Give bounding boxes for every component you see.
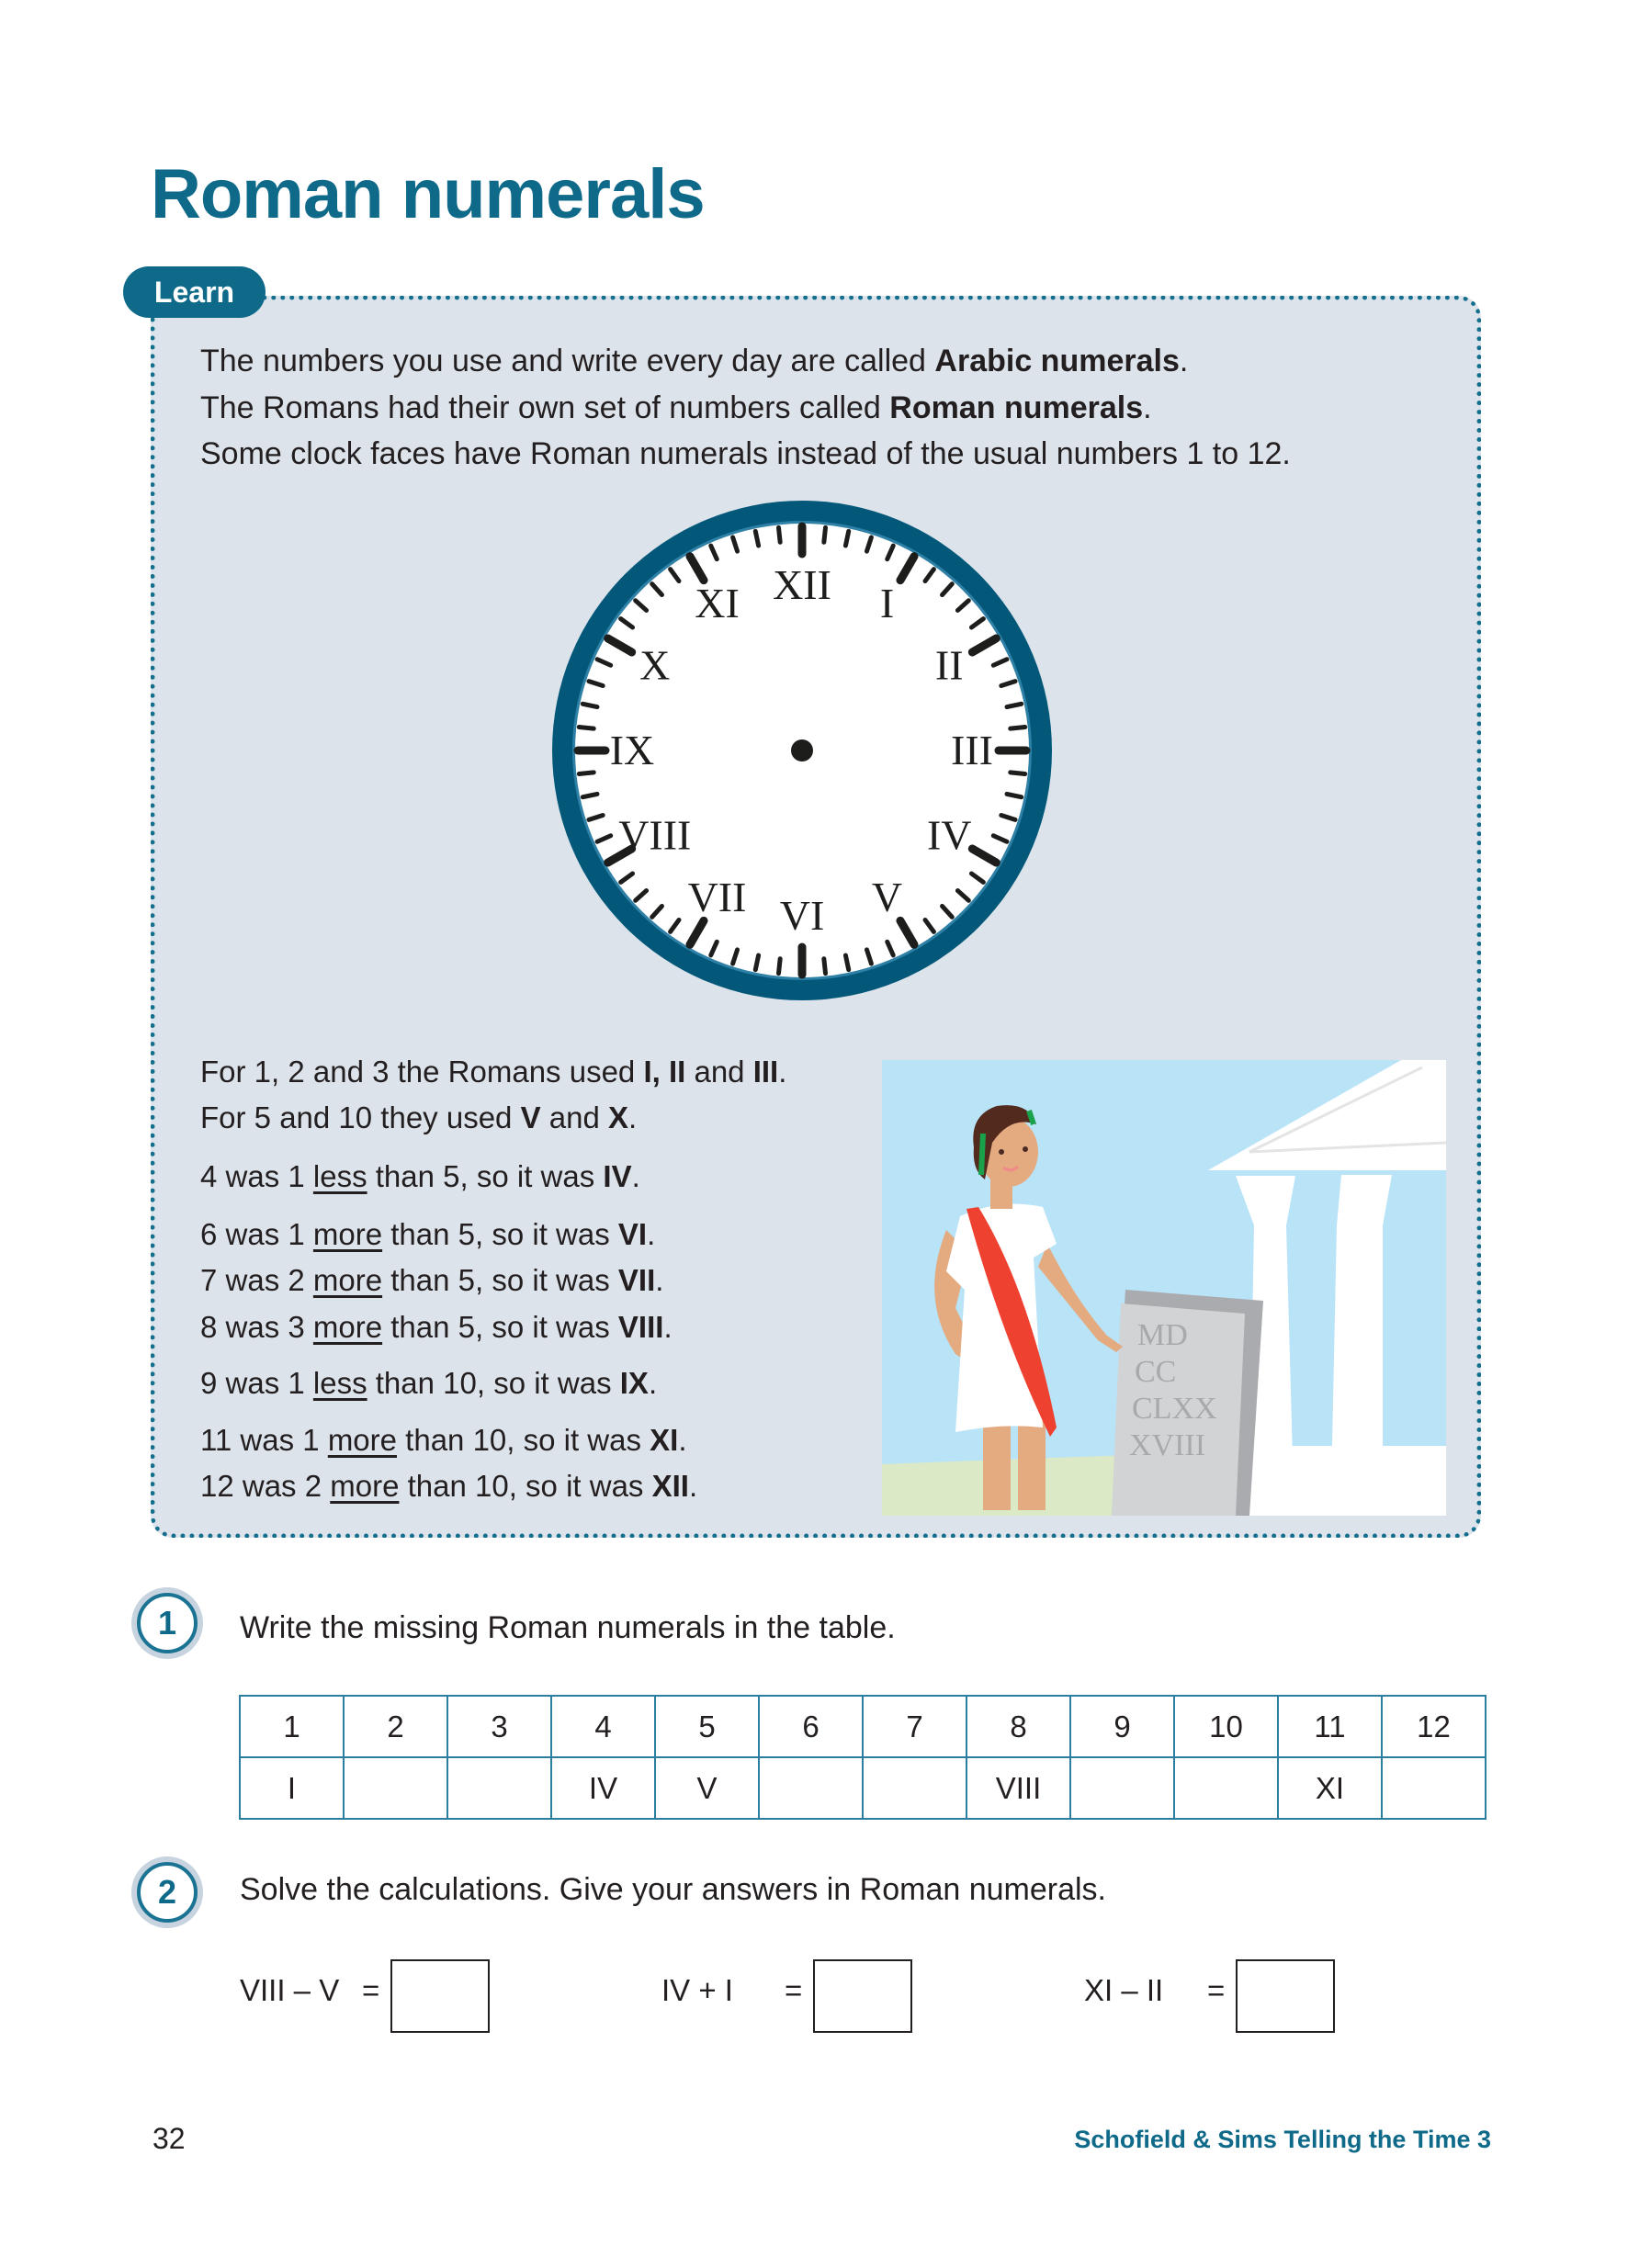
bold-term: VII — [617, 1263, 656, 1297]
underlined-word: more — [327, 1423, 397, 1457]
clock-numeral: IV — [926, 811, 972, 859]
clock-center-dot — [791, 739, 813, 762]
text-segment: 12 was 2 — [200, 1469, 331, 1503]
intro-line — [200, 385, 1152, 431]
text-segment: . — [655, 1263, 664, 1297]
roman-cell: XI — [1278, 1757, 1382, 1819]
text-segment: than 10, so it was — [367, 1366, 620, 1400]
tablet-inscription: XVIII — [1129, 1428, 1206, 1462]
text-segment: For 1, 2 and 3 the Romans used — [200, 1055, 644, 1089]
arabic-cell: 6 — [759, 1696, 863, 1757]
clock-numeral: IX — [609, 727, 655, 773]
minute-tick — [1007, 794, 1022, 796]
fact-line — [200, 1258, 663, 1303]
fact-line — [200, 1417, 687, 1463]
arabic-cell: 8 — [966, 1696, 1070, 1757]
text-segment: The Romans had their own set of numbers called — [200, 390, 890, 425]
roman-cell: V — [655, 1757, 759, 1819]
clock-numeral: XI — [695, 579, 740, 626]
minute-tick — [582, 704, 597, 706]
minute-tick — [1007, 704, 1022, 706]
minute-tick — [755, 531, 758, 546]
intro-line — [200, 338, 1188, 384]
text-segment: 11 was 1 — [200, 1423, 328, 1457]
text-segment: than 5, so it was — [367, 1159, 604, 1193]
bold-term: IV — [603, 1159, 632, 1193]
text-segment: than 10, so it was — [397, 1423, 650, 1457]
arabic-cell: 12 — [1382, 1696, 1486, 1757]
text-segment: and — [685, 1055, 753, 1089]
roman-cell: VIII — [966, 1757, 1070, 1819]
minute-tick — [579, 727, 593, 728]
roman-cell[interactable] — [863, 1757, 966, 1819]
bold-term: X — [607, 1100, 628, 1134]
text-segment: than 5, so it was — [382, 1263, 618, 1297]
bold-term: VI — [617, 1217, 648, 1251]
text-segment: 7 was 2 — [200, 1263, 313, 1297]
arabic-cell: 2 — [344, 1696, 447, 1757]
minute-tick — [824, 527, 826, 542]
minute-tick — [845, 531, 848, 546]
numerals-table — [239, 1695, 1486, 1820]
minute-tick — [755, 955, 758, 970]
bold-term: XI — [650, 1423, 679, 1457]
table-row-roman — [240, 1757, 1486, 1819]
clock-numeral: X — [639, 641, 671, 689]
page-number: 32 — [153, 2122, 186, 2155]
text-segment: and — [540, 1100, 608, 1134]
underlined-word: more — [312, 1263, 383, 1297]
clock-numeral: VI — [779, 892, 825, 939]
question-1-number: 1 — [137, 1593, 198, 1653]
minute-tick — [582, 794, 597, 796]
page-title: Roman numerals — [151, 155, 705, 233]
text-segment: Some clock faces have Roman numerals instead of the usual numbers 1 to 12. — [200, 436, 1291, 471]
clock-numeral: VII — [687, 874, 747, 921]
minute-tick — [778, 527, 780, 542]
arabic-cell: 7 — [863, 1696, 966, 1757]
bold-term: III — [752, 1055, 779, 1089]
clock-numeral: VIII — [618, 811, 692, 859]
text-segment: . — [678, 1423, 687, 1457]
text-segment: than 5, so it was — [382, 1217, 618, 1251]
clock-numeral: III — [951, 727, 993, 773]
underlined-word: more — [330, 1469, 400, 1503]
tablet-inscription: MD — [1137, 1318, 1188, 1352]
text-segment: The numbers you use and write every day are called — [200, 344, 935, 378]
arabic-cell: 11 — [1278, 1696, 1382, 1757]
calc-2-equals: = — [785, 1973, 803, 2007]
roman-illustration — [882, 1060, 1446, 1516]
fact-line — [200, 1212, 655, 1258]
text-segment: 9 was 1 — [200, 1366, 313, 1400]
arabic-cell: 5 — [655, 1696, 759, 1757]
intro-line — [200, 431, 1291, 477]
calc-1-answer-box[interactable] — [390, 1959, 490, 2033]
question-2-text: Solve the calculations. Give your answers in Roman numerals. — [240, 1872, 1106, 1907]
learn-badge: Learn — [123, 266, 266, 318]
underlined-word: more — [312, 1310, 383, 1344]
clock-numeral: II — [934, 641, 964, 689]
calc-3-equals: = — [1207, 1973, 1226, 2007]
roman-cell: IV — [551, 1757, 655, 1819]
question-1-text: Write the missing Roman numerals in the table. — [240, 1610, 896, 1645]
fact-line — [200, 1463, 697, 1509]
underlined-word: less — [312, 1159, 367, 1193]
bold-term: V — [520, 1100, 541, 1134]
text-segment: . — [688, 1469, 698, 1503]
question-2-number: 2 — [137, 1862, 198, 1923]
text-segment: . — [648, 1366, 658, 1400]
fact-line — [200, 1304, 673, 1350]
bold-term: IX — [619, 1366, 649, 1400]
clock-numeral: I — [879, 579, 895, 626]
fact-line — [200, 1049, 786, 1095]
tablet-inscription: CC — [1135, 1355, 1177, 1389]
bold-term: Roman numerals — [889, 390, 1144, 425]
text-segment: . — [1179, 344, 1189, 378]
roman-cell[interactable] — [759, 1757, 863, 1819]
roman-cell[interactable] — [1070, 1757, 1174, 1819]
roman-cell[interactable] — [1174, 1757, 1278, 1819]
bold-term: Arabic numerals — [934, 344, 1180, 378]
calc-3-expression: XI – II — [1084, 1973, 1164, 2007]
calc-3-answer-box[interactable] — [1236, 1959, 1335, 2033]
bold-term: I, II — [643, 1055, 686, 1089]
text-segment: . — [1143, 390, 1152, 425]
clock-numeral: XII — [773, 561, 831, 608]
fact-line — [200, 1095, 637, 1141]
clock-numeral: V — [871, 874, 903, 921]
text-segment: 8 was 3 — [200, 1310, 313, 1344]
calc-2-expression: IV + I — [661, 1973, 733, 2007]
text-segment: . — [631, 1159, 640, 1193]
calc-1-expression: VIII – V — [240, 1973, 340, 2007]
tablet-inscription: CLXX — [1132, 1392, 1217, 1426]
roman-cell[interactable] — [447, 1757, 551, 1819]
minute-tick — [778, 959, 780, 974]
minute-tick — [1011, 773, 1025, 774]
text-segment: For 5 and 10 they used — [200, 1100, 521, 1134]
text-segment: 4 was 1 — [200, 1159, 313, 1193]
minute-tick — [579, 773, 593, 774]
table-row-arabic — [240, 1696, 1486, 1757]
text-segment: . — [647, 1217, 656, 1251]
minute-tick — [1011, 727, 1025, 728]
bold-term: XII — [651, 1469, 689, 1503]
text-segment: . — [628, 1100, 638, 1134]
roman-cell[interactable] — [344, 1757, 447, 1819]
calc-1-equals: = — [362, 1973, 380, 2007]
underlined-word: less — [312, 1366, 367, 1400]
bold-term: VIII — [617, 1310, 664, 1344]
text-segment: than 10, so it was — [399, 1469, 652, 1503]
calc-2-answer-box[interactable] — [813, 1959, 912, 2033]
text-segment: . — [778, 1055, 787, 1089]
underlined-word: more — [312, 1217, 383, 1251]
arabic-cell: 1 — [240, 1696, 344, 1757]
arabic-cell: 10 — [1174, 1696, 1278, 1757]
roman-cell: I — [240, 1757, 344, 1819]
arabic-cell: 3 — [447, 1696, 551, 1757]
minute-tick — [824, 959, 826, 974]
clock-face — [551, 500, 1053, 1001]
arabic-cell: 9 — [1070, 1696, 1174, 1757]
minute-tick — [845, 955, 848, 970]
text-segment: 6 was 1 — [200, 1217, 313, 1251]
fact-line — [200, 1154, 640, 1200]
fact-line — [200, 1360, 657, 1406]
text-segment: . — [663, 1310, 673, 1344]
footer-brand: Schofield & Sims Telling the Time 3 — [1074, 2126, 1491, 2153]
roman-cell[interactable] — [1382, 1757, 1486, 1819]
text-segment: than 5, so it was — [382, 1310, 618, 1344]
arabic-cell: 4 — [551, 1696, 655, 1757]
